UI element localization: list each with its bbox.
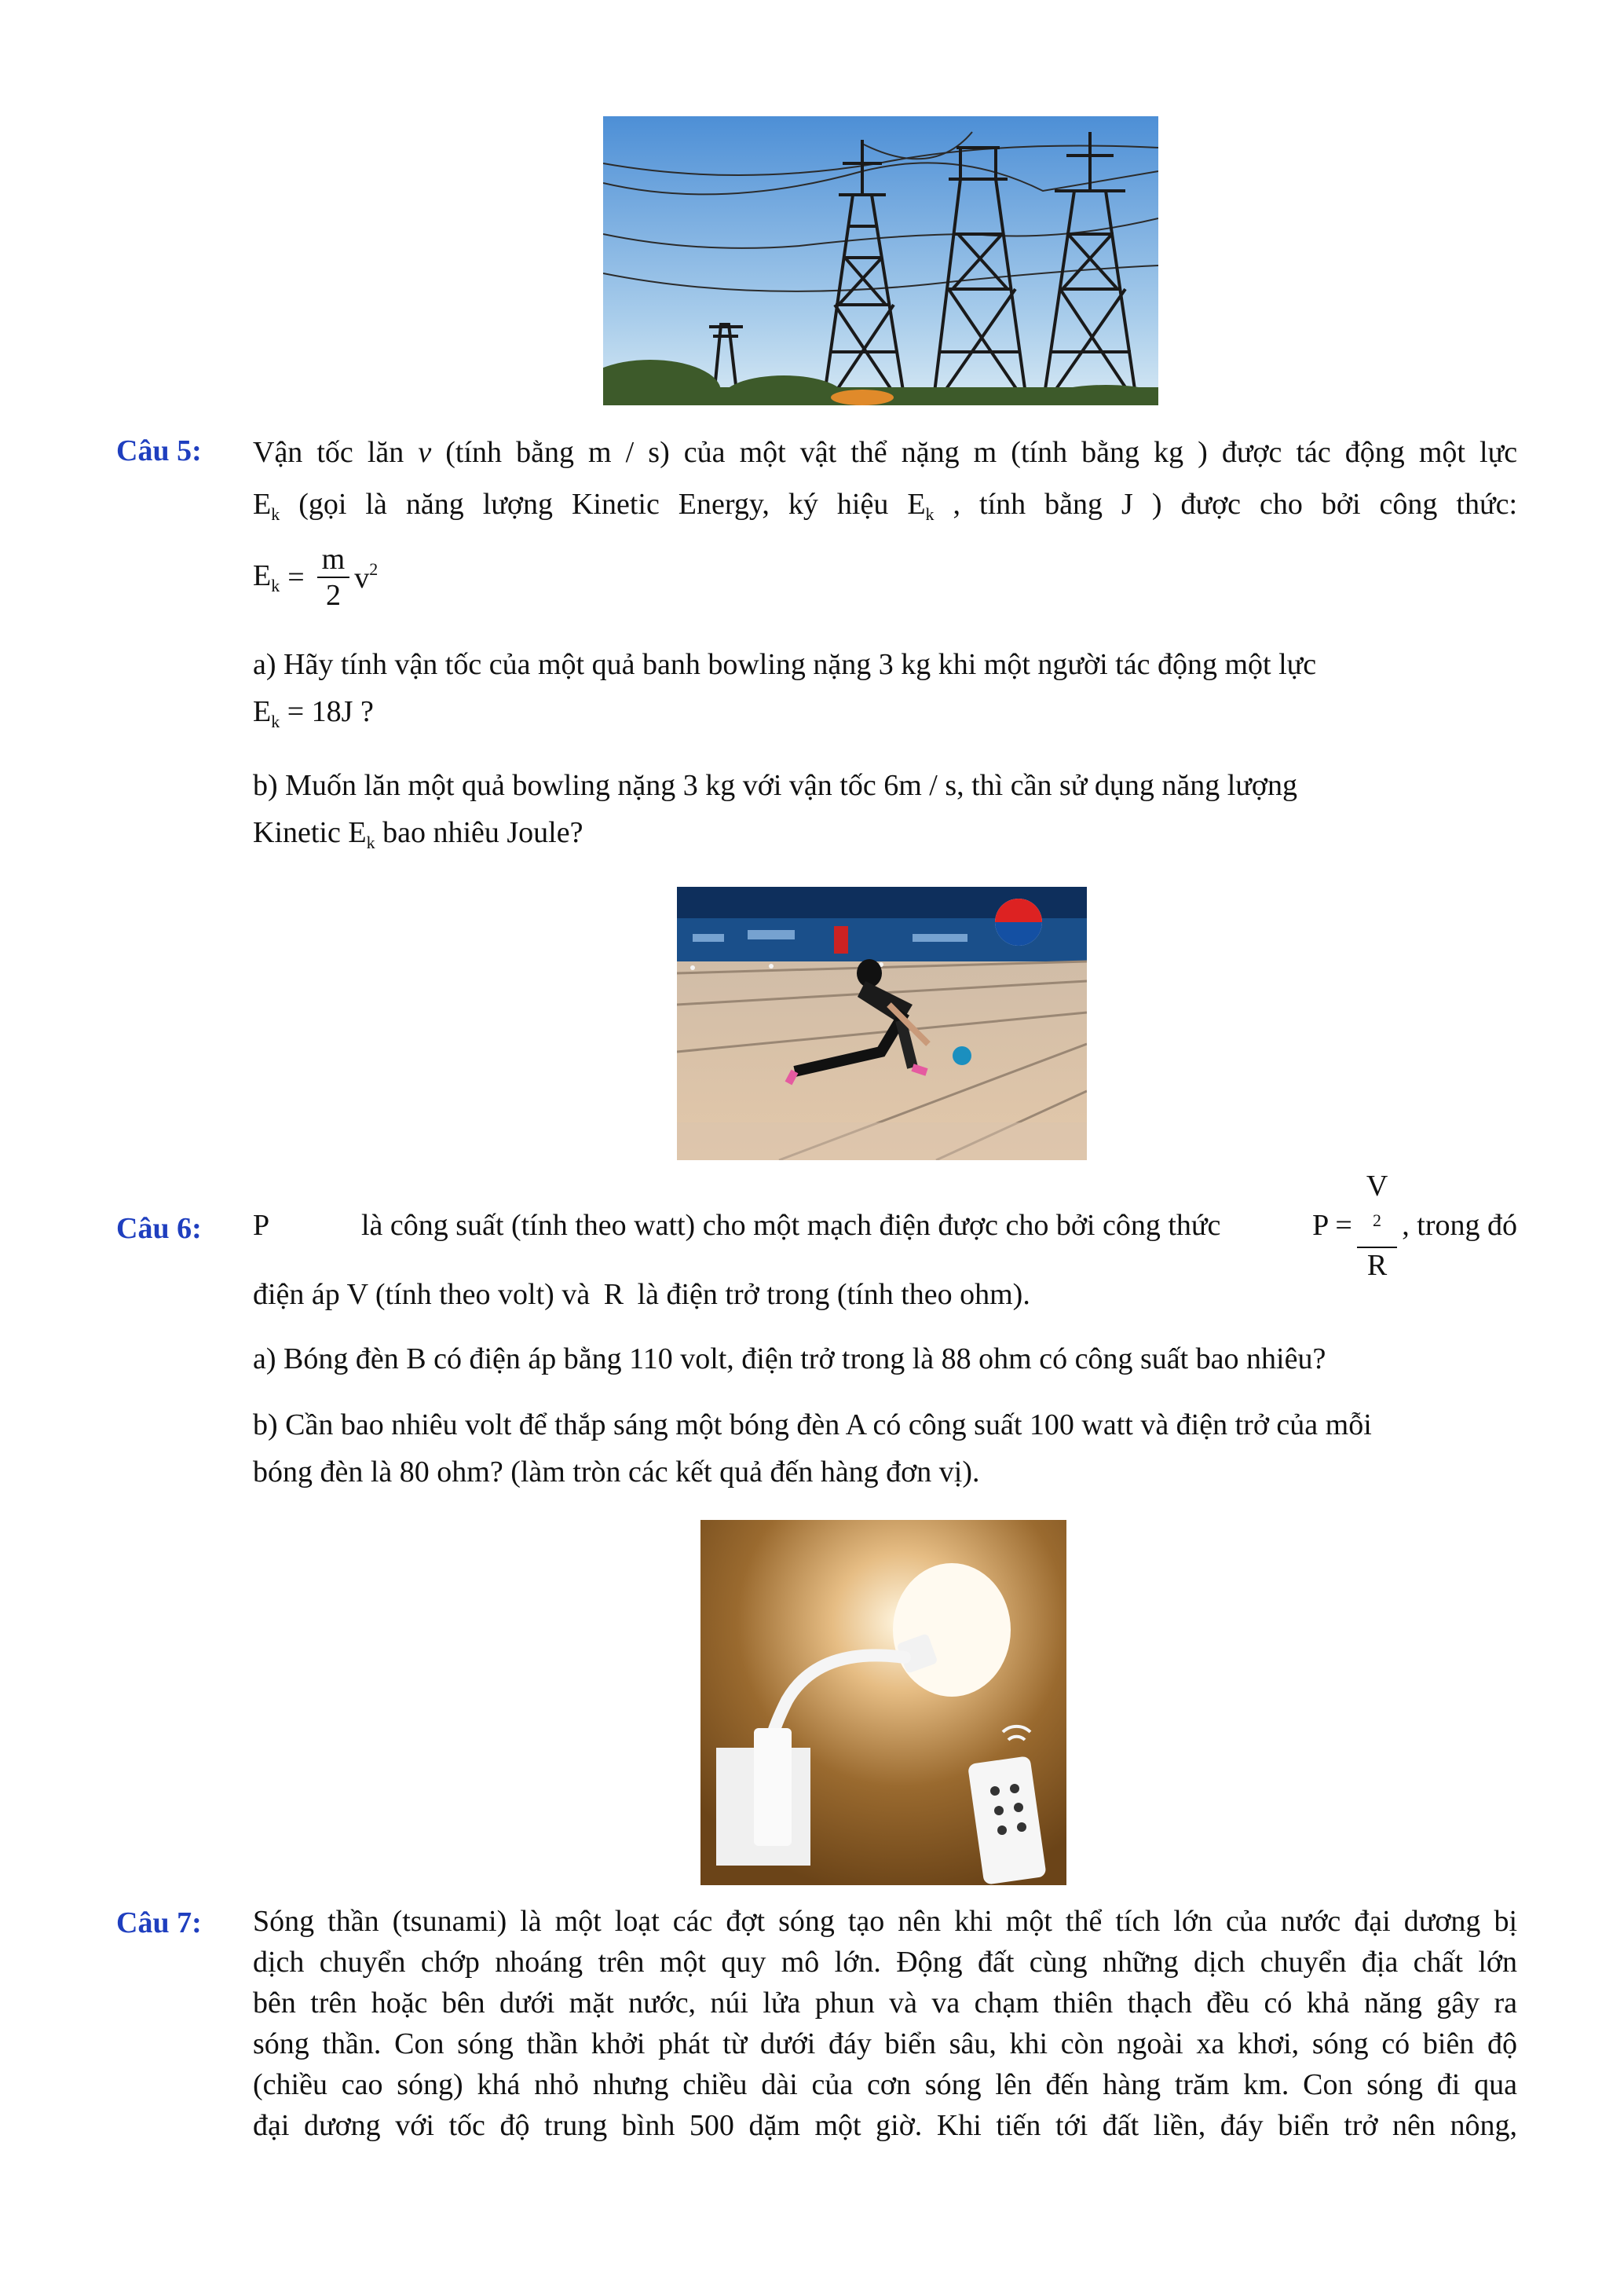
q5-text: ) được tác động một lực [1198,436,1518,469]
lamp-photo [700,1520,1066,1885]
q7-line-5: (chiều cao sóng) khá nhỏ nhưng chiều dài của cơn sóng lên đến hàng trăm km. Con sóng đi qua [253,2068,1517,2101]
q6-part-b-line-2: bóng đèn là 80 ohm? (làm tròn các kết quả đến hàng đơn vị). [253,1456,980,1489]
q5-text: (tính bằng [1011,436,1139,469]
q5-text: ) được cho bởi công thức: [1151,488,1517,521]
q5-text: (tính bằng [445,436,574,469]
variable-p: P [253,1209,270,1242]
ek-symbol: $E_k$ [348,816,375,852]
question-5-label: Câu 5: [116,434,202,467]
q5-a-value: = 18J ? [287,695,374,728]
power-formula [1312,1169,1517,1283]
speed-value: 6m / s [883,769,957,802]
variable-m: m [973,436,997,469]
q7-line-6: đại dương với tốc độ trung bình 500 dặm một giờ. Khi tiến tới đất liền, đáy biển trở nên nông, [253,2109,1517,2142]
fraction-m-over-2: $\frac{m}{2}$ [317,542,350,613]
unit-kg: kg [1154,436,1184,469]
q5-part-a-line-1: a) Hãy tính vận tốc của một quả banh bowling nặng 3 kg khi một người tác động một lực [253,648,1317,681]
fraction-v2-over-r: V $^2$ R [1357,1169,1397,1283]
ek-symbol: $E_k$ [253,559,280,595]
q6-line-1 [253,1169,1517,1282]
q5-line-2 [253,481,1517,538]
unit-ms: m / s) [588,436,670,469]
variable-r: R [603,1278,624,1311]
q6-text: điện áp V (tính theo volt) và [253,1278,591,1311]
power-towers-photo [603,116,1158,405]
q5-text: Kinetic [253,816,341,849]
q5-text: , thì cần sử dụng năng lượng [956,769,1297,802]
ek-symbol: $E_k$ [907,488,935,524]
q7-line-2: dịch chuyển chớp nhoáng trên một quy mô lớn. Động đất cùng những dịch chuyển địa chất lớn [253,1946,1517,1979]
ek-symbol: $E_k$ [253,488,280,524]
q6-text: , trong đó [1402,1209,1517,1242]
q5-text: Vận tốc lăn [253,436,404,469]
q5-text: , tính bằng [953,488,1103,521]
q5-text: của một vật thể nặng [683,436,960,469]
q5-part-b-line-2 [253,809,1517,866]
question-6-label: Câu 6: [116,1212,202,1245]
q5-text: bao nhiêu Joule? [382,816,583,849]
v-squared: $v^2$ [354,559,379,595]
q6-part-a: a) Bóng đèn B có điện áp bằng 110 volt, điện trở trong là 88 ohm có công suất bao nhiêu? [253,1342,1326,1375]
power-formula-lhs: P = [1312,1209,1352,1242]
q6-text: là công suất (tính theo watt) cho một mạch điện được cho bởi công thức [360,1209,1221,1242]
q7-line-1: Sóng thần (tsunami) là một loạt các đợt sóng tạo nên khi một thể tích lớn của nước đại dương bị [253,1905,1517,1938]
unit-j: J [1121,488,1133,521]
variable-v: v [418,436,432,469]
bowling-photo [677,887,1087,1160]
q6-text: là điện trở trong (tính theo ohm). [637,1278,1030,1311]
q7-line-3: bên trên hoặc bên dưới mặt nước, núi lửa phun và va chạm thiên thạch đều có khả năng gây ra [253,1987,1517,2020]
q6-part-b-line-1: b) Cần bao nhiêu volt để thắp sáng một bóng đèn A có công suất 100 watt và điện trở của mỗi [253,1408,1372,1441]
ek-symbol: $E_k$ [253,695,280,731]
q5-part-b-line-1 [253,762,1517,809]
q5-text: (gọi là năng lượng Kinetic Energy, ký hiệu [298,488,889,521]
q7-line-4: sóng thần. Con sóng thần khởi phát từ dưới đáy biển sâu, khi còn ngoài xa khơi, sóng có biên độ [253,2027,1517,2060]
q5-part-a-line-2 [253,688,1517,745]
equals-sign: = [287,561,305,594]
question-7-label: Câu 7: [116,1906,202,1939]
q5-line-1 [253,429,1517,476]
q5-text: b) Muốn lăn một quả bowling nặng 3 kg với vận tốc [253,769,876,802]
kinetic-energy-formula [253,534,378,621]
q6-line-2 [253,1271,1517,1318]
